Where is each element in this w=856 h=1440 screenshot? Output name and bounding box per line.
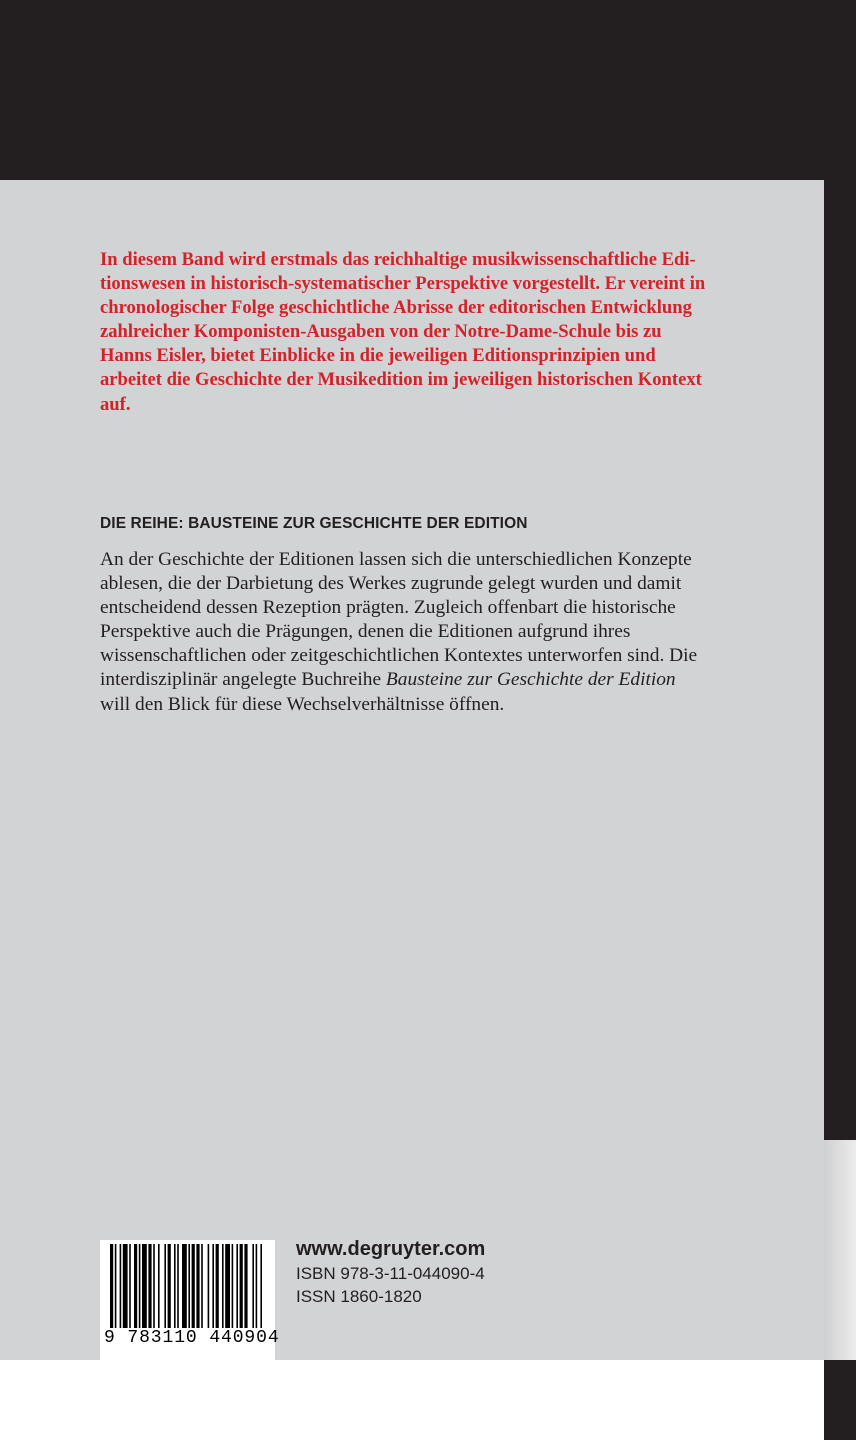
issn-number: ISSN 1860-1820 [296, 1287, 422, 1306]
blurb-line: chronologischer Folge geschichtliche Abrisse der editorischen Entwicklung [100, 297, 692, 319]
blurb-line: Hanns Eisler, bietet Einblicke in die jeweiligen Editionsprinzipien und [100, 345, 656, 367]
barcode-bar [201, 1244, 203, 1328]
barcode-bar [174, 1244, 176, 1328]
blurb-line: arbeitet die Geschichte der Musikedition im jeweiligen historischen Kontext [100, 369, 702, 391]
series-title-italic: Bausteine zur Geschichte der Edition [385, 669, 676, 691]
barcode-bar [244, 1244, 247, 1328]
barcode-bar [188, 1244, 190, 1328]
barcode-bar [182, 1244, 187, 1328]
top-dark-band [0, 0, 856, 180]
barcode-bar [148, 1244, 151, 1328]
spine-light-edge [824, 1140, 856, 1360]
book-blurb [100, 248, 760, 417]
publisher-url[interactable]: www.degruyter.com [296, 1238, 486, 1260]
barcode-bar [123, 1244, 128, 1328]
barcode-bar [260, 1244, 262, 1328]
barcode-bar [216, 1244, 219, 1328]
barcode-bar [158, 1244, 160, 1328]
series-description [100, 548, 762, 717]
series-line [100, 668, 762, 692]
blurb-line: In diesem Band wird erstmals das reichhaltige musikwissenschaftliche Edi- [100, 249, 696, 270]
barcode-bar [177, 1244, 179, 1328]
barcode-bar [142, 1244, 147, 1328]
barcode-bar [164, 1244, 166, 1328]
blurb-line: zahlreicher Komponisten-Ausgaben von der Notre-Dame-Schule bis zu [100, 321, 662, 343]
series-heading: DIE REIHE: BAUSTEINE ZUR GESCHICHTE DER EDITION [100, 515, 528, 532]
barcode-bar [256, 1244, 258, 1328]
series-line: ablesen, die der Darbietung des Werkes zugrunde gelegt wurden und damit [100, 573, 682, 595]
barcode-bar [120, 1244, 122, 1328]
barcode-bar [134, 1244, 137, 1328]
barcode-bar [232, 1244, 234, 1328]
series-line: An der Geschichte der Editionen lassen sich die unterschiedlichen Konzepte [100, 549, 692, 570]
series-line: Perspektive auch die Prägungen, denen die Editionen aufgrund ihres [100, 621, 631, 643]
barcode-bar [196, 1244, 199, 1328]
barcode-bar [212, 1244, 214, 1328]
blurb-line: auf. [100, 393, 131, 415]
barcode-bar [252, 1244, 254, 1328]
barcode-bar [222, 1244, 224, 1328]
barcode-digits: 9 783110 440904 [104, 1328, 280, 1348]
barcode-bar [168, 1244, 171, 1328]
publisher-imprint [296, 1236, 485, 1308]
barcode-bar [139, 1244, 141, 1328]
series-line-prefix: interdisziplinär angelegte Buchreihe [100, 669, 386, 691]
barcode-bar [115, 1244, 117, 1328]
barcode-bar [110, 1244, 113, 1328]
barcode-bar [153, 1244, 155, 1328]
barcode-bar [129, 1244, 131, 1328]
series-line: will den Blick für diese Wechselverhältnisse öffnen. [100, 693, 505, 715]
barcode-bar [225, 1244, 230, 1328]
series-line: entscheidend dessen Rezeption prägten. Zugleich offenbart die historische [100, 597, 676, 619]
isbn-number: ISBN 978-3-11-044090-4 [296, 1264, 485, 1283]
barcode-bar [240, 1244, 243, 1328]
blurb-line: tionswesen in historisch-systematischer Perspektive vorgestellt. Er vereint in [100, 273, 706, 295]
barcode-bar [208, 1244, 210, 1328]
isbn-barcode [100, 1240, 280, 1360]
barcode-bar [236, 1244, 238, 1328]
series-line: wissenschaftlichen oder zeitgeschichtlichen Kontextes unterworfen sind. Die [100, 645, 698, 667]
barcode-bar [192, 1244, 195, 1328]
